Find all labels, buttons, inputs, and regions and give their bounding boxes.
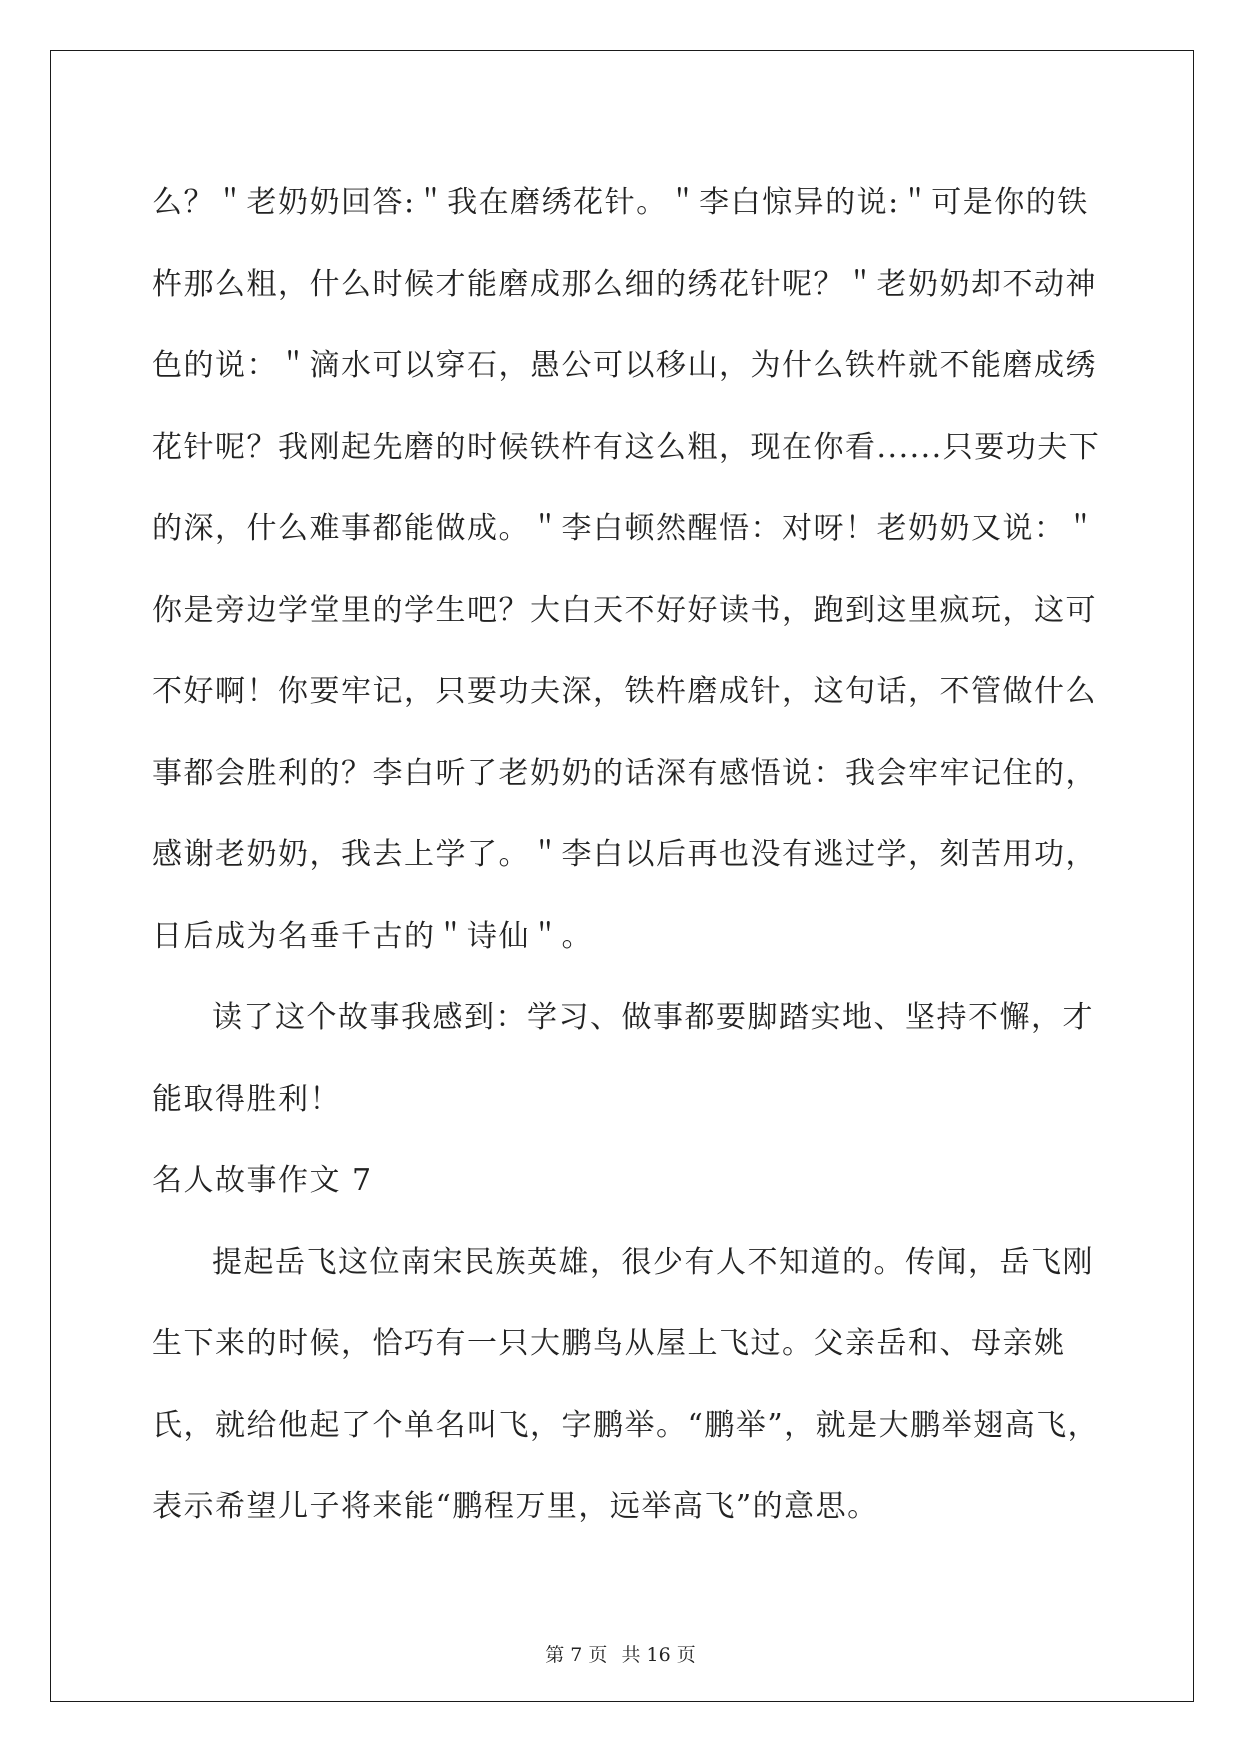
section-heading: 名人故事作文 7 [152, 1163, 373, 1198]
page-footer [0, 1640, 1241, 1667]
document-body [152, 162, 1112, 1548]
total-pages: 共 16 页 [621, 1644, 696, 1666]
paragraph-li-bai-story: 么？＂老奶奶回答:＂我在磨绣花针。＂李白惊异的说:＂可是你的铁杵那么粗，什么时候才能磨成那么细的绣花针呢？＂老奶奶却不动神色的说：＂滴水可以穿石，愚公可以移山，为什么铁杵就不能磨成绣花针呢？我刚起先磨的时候铁杵有这么粗，现在你看......只要功夫下的深，什么难事都能做成。＂李白顿然醒悟：对呀！老奶奶又说：＂你是旁边学堂里的学生吧？大白天不好好读书，跑到这里疯玩，这可不好啊！你要牢记，只要功夫深，铁杵磨成针，这句话，不管做什么事都会胜利的？李白听了老奶奶的话深有感悟说：我会牢牢记住的，感谢老奶奶，我去上学了。＂李白以后再也没有逃过学，刻苦用功，日后成为名垂千古的＂诗仙＂。 [152, 185, 1101, 954]
paragraph-yue-fei: 提起岳飞这位南宋民族英雄，很少有人不知道的。传闻，岳飞刚生下来的时候，恰巧有一只大鹏鸟从屋上飞过。父亲岳和、母亲姚氏，就给他起了个单名叫飞，字鹏举。“鹏举”，就是大鹏举翅高飞，表示希望儿子将来能“鹏程万里，远举高飞”的意思。 [152, 1244, 1100, 1524]
paragraph-reflection: 读了这个故事我感到：学习、做事都要脚踏实地、坚持不懈，才能取得胜利！ [152, 1000, 1094, 1117]
page-number: 第 7 页 [545, 1644, 608, 1666]
